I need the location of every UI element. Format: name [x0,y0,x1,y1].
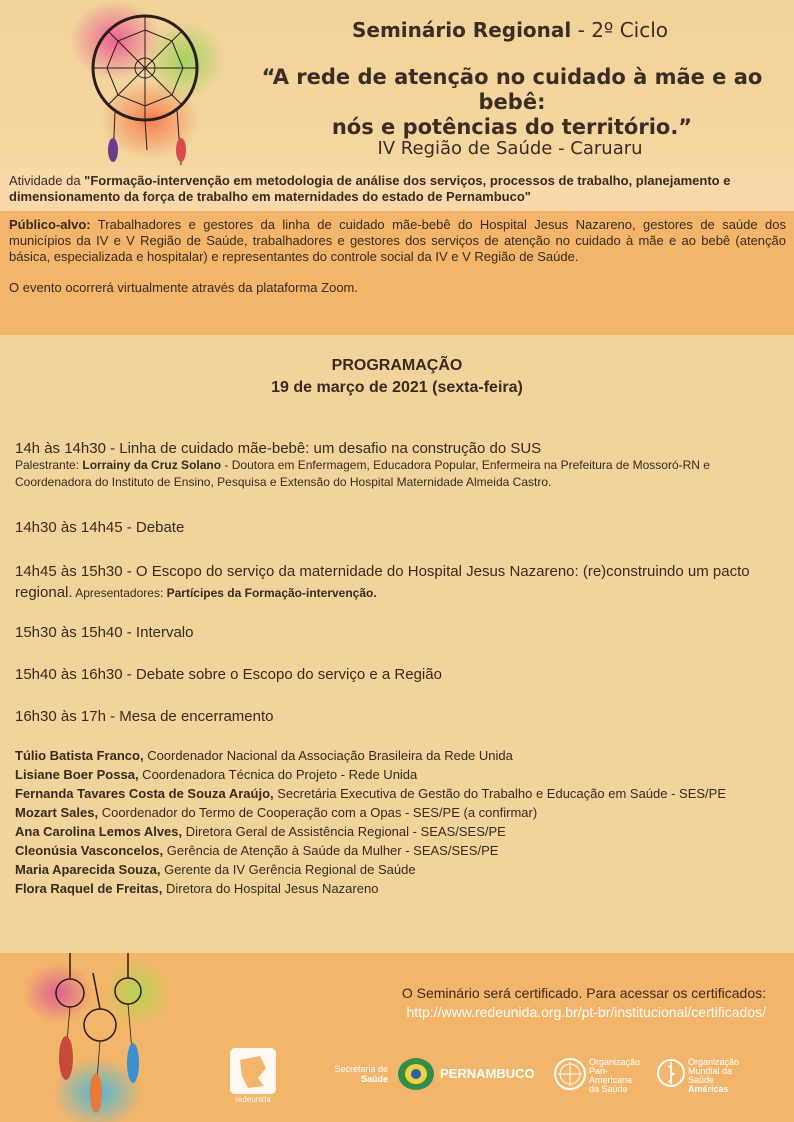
event-theme-quote: “A rede de atenção no cuidado à mãe e ao bebê: nós e potências do território.” [261,65,763,139]
event-info [9,173,786,296]
panel-member: Maria Aparecida Souza, Gerente da IV Gerência Regional de Saúde [15,862,416,877]
agenda-item: 15h30 às 15h40 - Intervalo [15,624,194,641]
event-region: IV Região de Saúde - Caruaru [377,138,643,159]
panel-member: Mozart Sales, Coordenador do Termo de Cooperação com a Opas - SES/PE (a confirmar) [15,805,538,820]
dreamcatcher-illustration-bottom [18,953,178,1122]
platform-notice: O evento ocorrerá virtualmente através da plataforma Zoom. [9,280,358,295]
dreamcatcher-illustration-top [55,0,225,167]
speaker-line: Palestrante: Lorrainy da Cruz Solano - Doutora em Enfermagem, Educadora Popular, Enfermeira na Prefeitura de Mossoró-RN e Coordenadora do Instituto de Ensino, Pesquisa e Extensão do Hospital Maternidade Almeida Castro. [15,458,710,489]
panel-member: Túlio Batista Franco, Coordenador Nacional da Associação Brasileira da Rede Unida [15,748,513,763]
activity-description: Atividade da "Formação-intervenção em metodologia de análise dos serviços, processos de trabalho, planejamento e dimensionamento da força de trabalho em maternidades do estado de Pernambuco" [9,173,731,204]
agenda-item: 15h40 às 16h30 - Debate sobre o Escopo do serviço e a Região [15,666,442,683]
pernambuco-label: PERNAMBUCO [440,1066,535,1081]
program-heading: PROGRAMAÇÃO 19 de março de 2021 (sexta-feira) [271,357,523,396]
opas-globe-icon [554,1058,586,1090]
panel-member: Fernanda Tavares Costa de Souza Araújo, Secretária Executiva de Gestão do Trabalho e Educação em Saúde - SES/PE [15,786,727,801]
secretaria-saude-label: Secretaria de Saúde [334,1064,388,1084]
target-audience: Público-alvo: Trabalhadores e gestores da linha de cuidado mãe-bebê do Hospital Jesus Nazareno, gestores de saúde dos municípios da IV e V Região de Saúde, trabalhadores e gestores dos serviços de atenção no cuidado à mãe e ao bebê (atenção básica, especializada e hospitalar) e representantes do controle social da IV e V Região de Saúde. [9,217,786,264]
closing-panel-members [15,746,785,898]
panel-member: Ana Carolina Lemos Alves, Diretora Geral de Assistência Regional - SEAS/SES/PE [15,824,506,839]
svg-text:redeunida: redeunida [235,1095,271,1104]
who-emblem-icon [656,1058,686,1088]
who-label: Organização Mundial da Saúde Américas [688,1057,740,1094]
agenda-item: 14h às 14h30 - Linha de cuidado mãe-bebê: um desafio na construção do SUS Palestrante: Lorrainy da Cruz Solano - Doutora em Enfermagem, Educadora Popular, Enfermeira na Prefeitura de Mossoró-RN e Coordenadora do Instituto de Ensino, Pesquisa e Extensão do Hospital Maternidade Almeida Castro. [15,440,785,491]
certificate-notice: O Seminário será certificado. Para acessar os certificados: http://www.redeunida.org.br/pt-br/institucional/certificados/ [401,985,766,1020]
agenda-item: 14h30 às 14h45 - Debate [15,519,185,536]
event-title: Seminário Regional - 2º Ciclo [351,18,669,42]
opas-label: Organização Pan-Americana da Saúde [589,1057,641,1094]
pernambuco-emblem-icon [396,1056,436,1092]
agenda-item: 14h45 às 15h30 - O Escopo do serviço da maternidade do Hospital Jesus Nazareno: (re)construindo um pacto regional. Apresentadores: Partícipes da Formação-intervenção. [15,563,750,601]
certificates-link[interactable]: http://www.redeunida.org.br/pt-br/institucional/certificados/ [406,1004,766,1020]
agenda-item: 16h30 às 17h - Mesa de encerramento [15,708,274,725]
panel-member: Lisiane Boer Possa, Coordenadora Técnica do Projeto - Rede Unida [15,767,418,782]
panel-member: Flora Raquel de Freitas, Diretora do Hospital Jesus Nazareno [15,881,379,896]
panel-member: Cleonúsia Vasconcelos, Gerência de Atenção à Saúde da Mulher - SEAS/SES/PE [15,843,499,858]
redeunida-logo [230,1048,276,1104]
